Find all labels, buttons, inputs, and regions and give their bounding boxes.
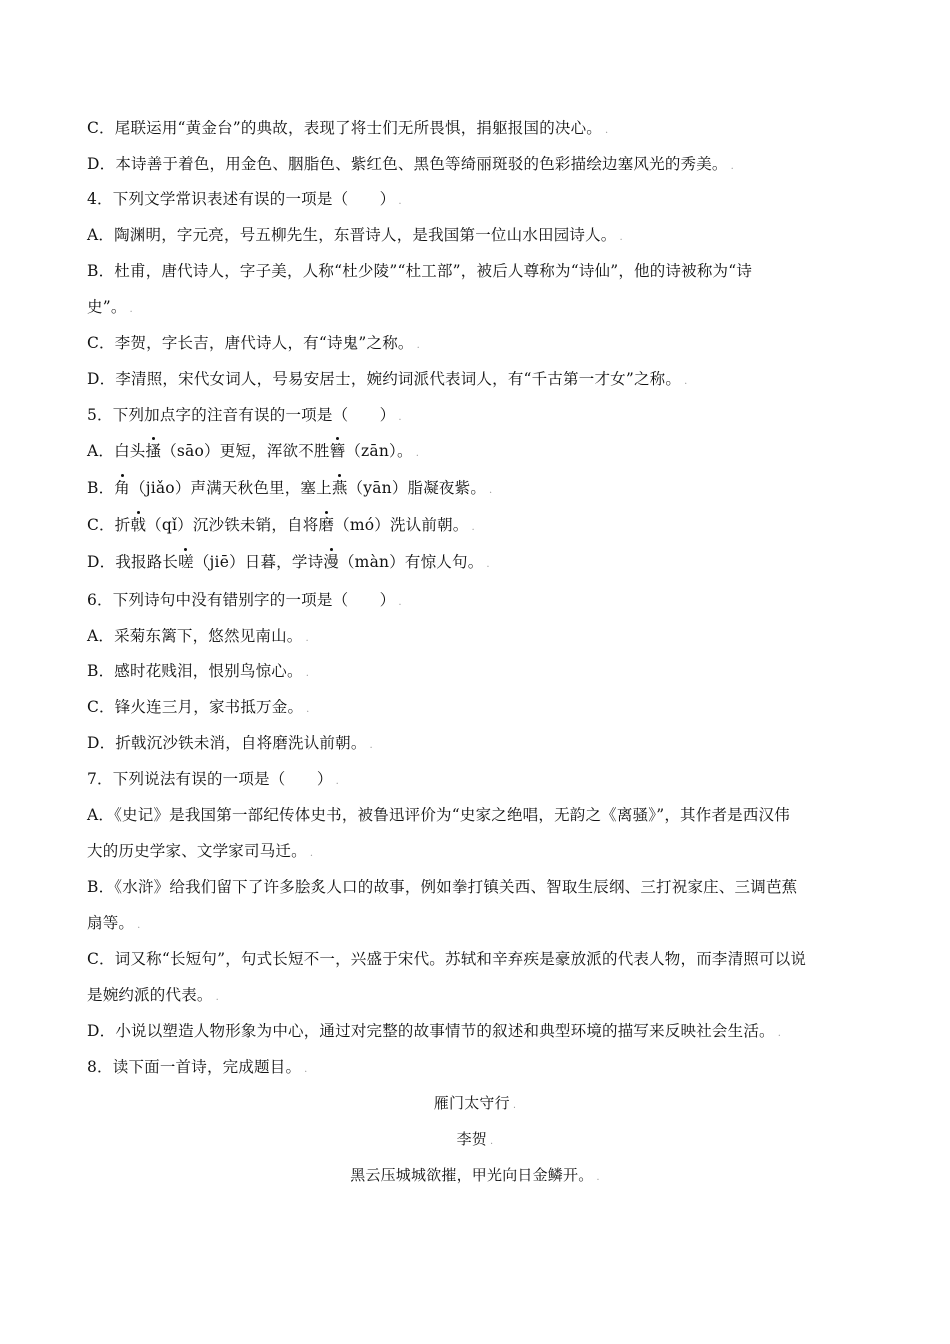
option-a-q5: A．白头搔（sāo）更短，浑欲不胜簪（zān）。 . [87, 442, 420, 460]
dotted-char: 嗟 [178, 553, 194, 571]
dotted-char: 角 [114, 479, 130, 497]
option-d-q4: D．李清照，宋代女词人，号易安居士，婉约词派代表词人，有“千古第一才女”之称。 . [87, 370, 688, 388]
option-b-q5: B．角（jiǎo）声满天秋色里，塞上燕（yān）脂凝夜紫。 . [87, 479, 493, 497]
option-b-q4: B．杜甫，唐代诗人，字子美，人称“杜少陵”“杜工部”，被后人尊称为“诗仙”，他的诗被称为“诗 [87, 262, 753, 280]
question-6: 6．下列诗句中没有错别字的一项是（ ） . [87, 591, 402, 609]
dotted-char: 燕 [331, 479, 348, 497]
poem-line-1: 黑云压城城欲摧，甲光向日金鳞开。 . [350, 1166, 600, 1184]
option-d-q7: D．小说以塑造人物形象为中心，通过对完整的故事情节的叙述和典型环境的描写来反映社会生活。 . [87, 1022, 782, 1040]
dotted-char: 搔 [145, 442, 162, 460]
option-b-q4-continued: 史”。 . [87, 298, 133, 316]
question-7: 7．下列说法有误的一项是（ ） . [87, 770, 339, 788]
poem-title: 雁门太守行 . [433, 1094, 517, 1112]
question-4: 4．下列文学常识表述有误的一项是（ ） . [87, 190, 402, 208]
dotted-char: 簪 [329, 442, 346, 460]
option-b-q7: B．《水浒》给我们留下了许多脍炙人口的故事，例如拳打镇关西、智取生辰纲、三打祝家庄、三调芭蕉 [87, 878, 798, 896]
dotted-char: 戟 [130, 516, 147, 534]
question-8: 8．读下面一首诗，完成题目。 . [87, 1058, 308, 1076]
dotted-char: 漫 [323, 553, 339, 571]
dotted-char: 磨 [318, 516, 335, 534]
question-5: 5．下列加点字的注音有误的一项是（ ） . [87, 406, 402, 424]
option-c-q4: C．李贺，字长吉，唐代诗人，有“诗鬼”之称。 . [87, 334, 420, 352]
option-a-q6: A．采菊东篱下，悠然见南山。 . [87, 627, 309, 645]
option-c-q6: C．锋火连三月，家书抵万金。 . [87, 698, 310, 716]
option-b-q6: B．感时花贱泪，恨别鸟惊心。 . [87, 662, 310, 680]
option-d-q5: D．我报路长嗟（jiē）日暮，学诗漫（màn）有惊人句。 . [87, 553, 490, 571]
option-b-q7-continued: 扇等。 . [87, 914, 141, 932]
option-a-q7: A．《史记》是我国第一部纪传体史书，被鲁迅评价为“史家之绝唱，无韵之《离骚》”，其作者是西汉伟 [87, 806, 790, 824]
option-c-q5: C．折戟（qǐ）沉沙铁未销，自将磨（mó）洗认前朝。 . [87, 516, 475, 534]
poem-author: 李贺 . [456, 1130, 494, 1148]
option-d-q6: D．折戟沉沙铁未消，自将磨洗认前朝。 . [87, 734, 373, 752]
option-c-q3: C．尾联运用“黄金台”的典故，表现了将士们无所畏惧，捐躯报国的决心。 . [87, 119, 609, 137]
option-a-q4: A．陶渊明，字元亮，号五柳先生，东晋诗人，是我国第一位山水田园诗人。 . [87, 226, 623, 244]
option-d-q3: D．本诗善于着色，用金色、胭脂色、紫红色、黑色等绮丽斑驳的色彩描绘边塞风光的秀美。 . [87, 155, 735, 173]
option-c-q7-continued: 是婉约派的代表。 . [87, 986, 219, 1004]
option-c-q7: C．词又称“长短句”，句式长短不一，兴盛于宋代。苏轼和辛弃疾是豪放派的代表人物，而李清照可以说 [87, 950, 807, 968]
option-a-q7-continued: 大的历史学家、文学家司马迁。 . [87, 842, 314, 860]
